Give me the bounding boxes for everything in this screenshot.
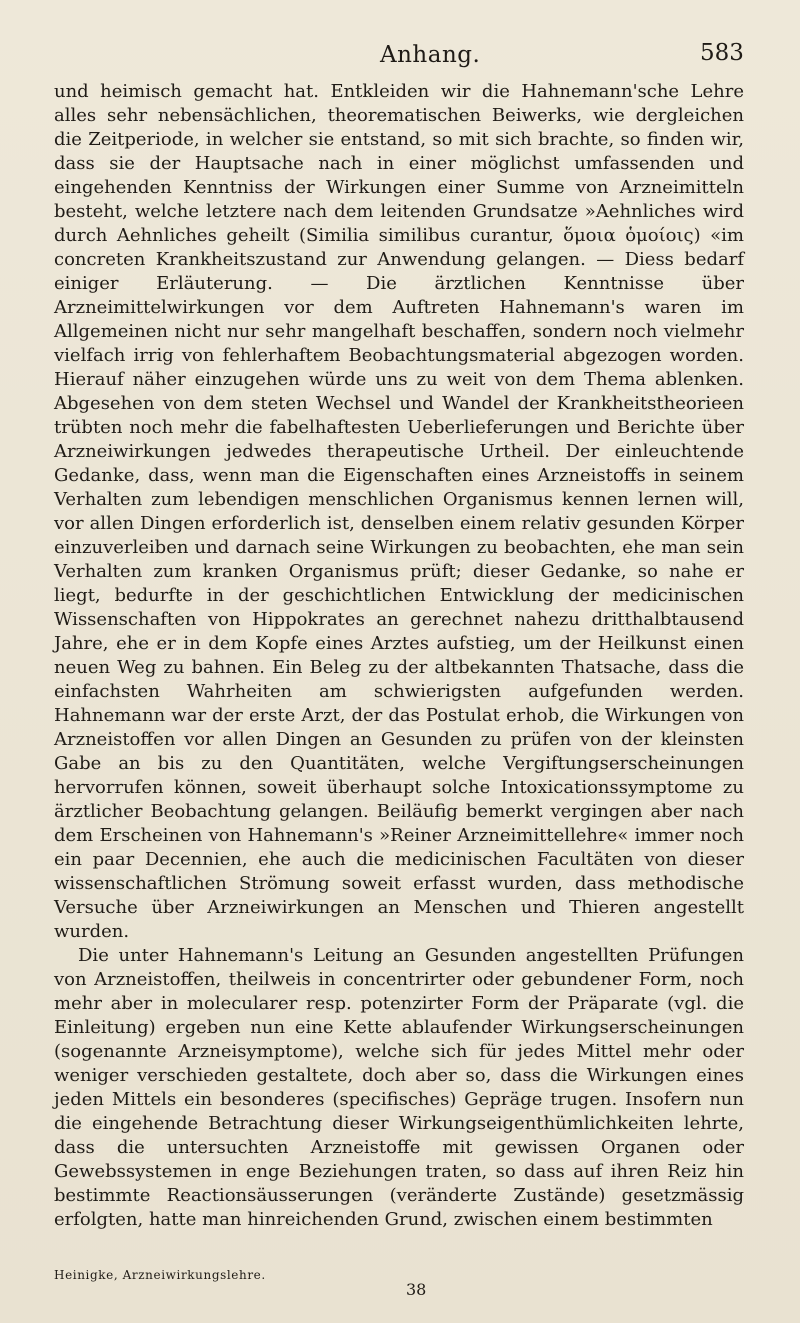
- printer-signature: Heinigke, Arzneiwirkungslehre.: [54, 1268, 266, 1282]
- running-head-title: Anhang.: [380, 42, 481, 68]
- paragraph: Die unter Hahnemann's Leitung an Gesunden angestellten Prüfungen von Arzneistoffen, theilweis in concentrirter oder gebundener Form, noch mehr aber in molecularer resp. potenzirter Form der Präparate (vgl. die Einleitung) ergeben nun eine Kette ablaufender Wirkungserscheinungen (sogenannte Arzneisymptome), welche sich für jedes Mittel mehr oder weniger verschieden gestaltete, doch aber so, dass die Wirkungen eines jeden Mittels ein besonderes (specifisches) Gepräge trugen. Insofern nun die eingehende Betrachtung dieser Wirkungseigenthümlichkeiten lehrte, dass die untersuchten Arzneistoffe mit gewissen Organen oder Gewebssystemen in enge Beziehungen traten, so dass auf ihren Reiz hin bestimmte Reactionsäusserungen (veränderte Zustände) gesetzmässig erfolgten, hatte man hinreichenden Grund, zwischen einem bestimmten: [54, 945, 744, 1230]
- page-number: 583: [700, 40, 744, 66]
- sheet-number: 38: [406, 1280, 427, 1299]
- main-text: [54, 80, 744, 1232]
- paragraph: und heimisch gemacht hat. Entkleiden wir die Hahnemann'sche Lehre alles sehr nebensächlichen, theorematischen Beiwerks, wie dergleichen die Zeitperiode, in welcher sie entstand, so mit sich brachte, so finden wir, dass sie der Hauptsache nach in einer möglichst umfassenden und eingehenden Kenntniss der Wirkungen einer Summe von Arzneimitteln besteht, welche letztere nach dem leitenden Grundsatze »Aehnliches wird durch Aehnliches geheilt (Similia similibus curantur, ὅμοια ὁμοίοις) «im concreten Krankheitszustand zur Anwendung gelangen. — Diess bedarf einiger Erläuterung. — Die ärztlichen Kenntnisse über Arzneimittelwirkungen vor dem Auftreten Hahnemann's waren im Allgemeinen nicht nur sehr mangelhaft beschaffen, sondern noch vielmehr vielfach irrig von fehlerhaftem Beobachtungsmaterial abgezogen worden. Hierauf näher einzugehen würde uns zu weit von dem Thema ablenken. Abgesehen von dem steten Wechsel und Wandel der Krankheitstheorieen trübten noch mehr die fabelhaftesten Ueberlieferungen und Berichte über Arzneiwirkungen jedwedes therapeutische Urtheil. Der einleuchtende Gedanke, dass, wenn man die Eigenschaften eines Arzneistoffs in seinem Verhalten zum lebendigen menschlichen Organismus kennen lernen will, vor allen Dingen erforderlich ist, denselben einem relativ gesunden Körper einzuverleiben und darnach seine Wirkungen zu beobachten, ehe man sein Verhalten zum kranken Organismus prüft; dieser Gedanke, so nahe er liegt, bedurfte in der geschichtlichen Entwicklung der medicinischen Wissenschaften von Hippokrates an gerechnet nahezu dritthalbtausend Jahre, ehe er in dem Kopfe eines Arztes aufstieg, um der Heilkunst einen neuen Weg zu bahnen. Ein Beleg zu der altbekannten Thatsache, dass die einfachsten Wahrheiten am schwierigsten aufgefunden werden. Hahnemann war der erste Arzt, der das Postulat erhob, die Wirkungen von Arzneistoffen vor allen Dingen an Gesunden zu prüfen von der kleinsten Gabe an bis zu den Quantitäten, welche Vergiftungserscheinungen hervorrufen können, soweit überhaupt solche Intoxicationssymptome zu ärztlicher Beobachtung gelangen. Beiläufig bemerkt vergingen aber nach dem Erscheinen von Hahnemann's »Reiner Arzneimittellehre« immer noch ein paar Decennien, ehe auch die medicinischen Facultäten von dieser wissenschaftlichen Strömung soweit erfasst wurden, dass methodische Versuche über Arzneiwirkungen an Menschen und Thieren angestellt wurden.: [54, 81, 744, 942]
- page-footer: [54, 1268, 744, 1308]
